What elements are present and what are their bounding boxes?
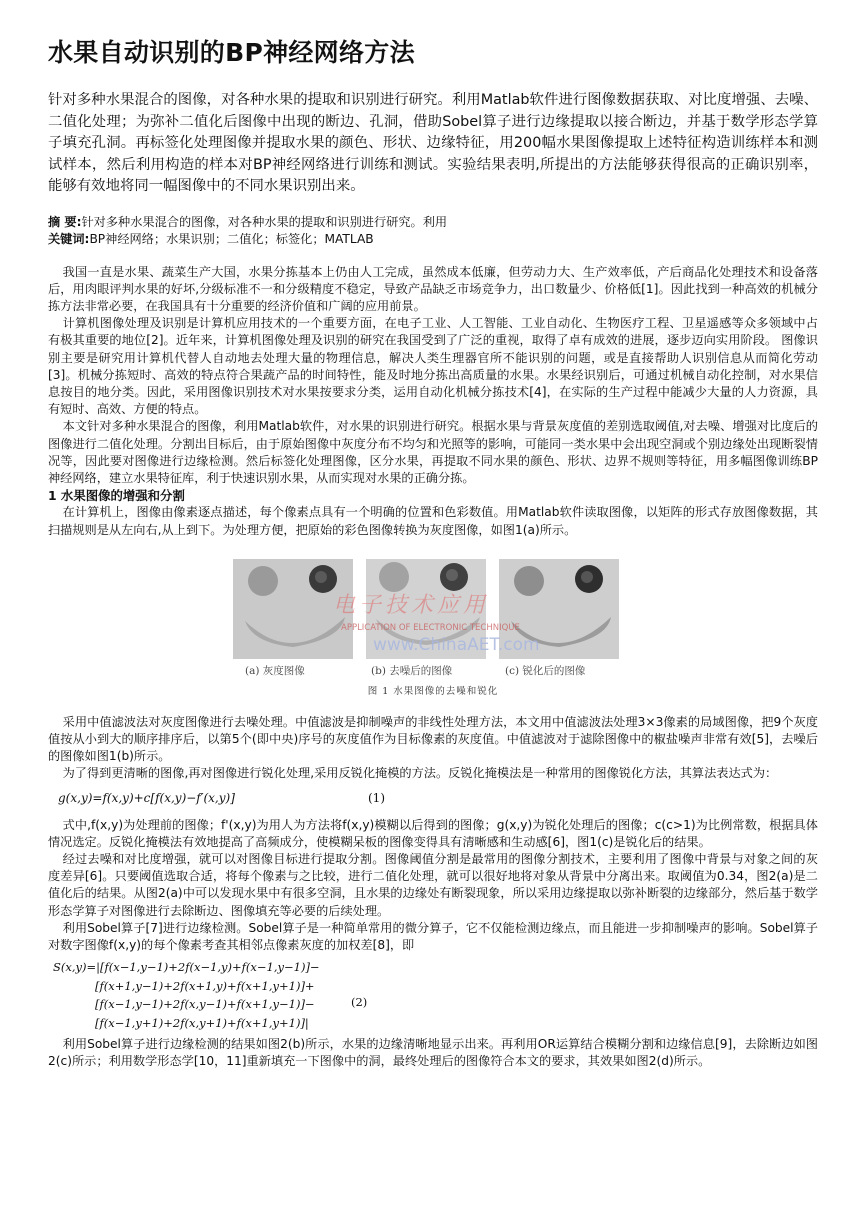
abstract-text: 针对多种水果混合的图像，对各种水果的提取和识别进行研究。利用: [81, 214, 448, 229]
equation-1-number: (1): [368, 790, 385, 805]
watermark-url: www.ChinaAET.com: [373, 634, 540, 655]
intro-summary: 针对多种水果混合的图像，对各种水果的提取和识别进行研究。利用Matlab软件进行图像数据获取、对比度增强、去噪、二值化处理；为弥补二值化后图像中出现的断边、孔洞，借助Sobel算子进行边缘提取以接合断边，并基于数学形态学算子填充孔洞。再标签化处理图像并提取水果的颜色、形状、边缘特征，用200幅水果图像提取上述特征构造训练样本和测试样本，然后利用构造的样本对BP神经网络进行训练和测试。实验结果表明,所提出的方法能够获得很高的正确识别率，能够有效地将同一幅图像中的不同水果识别出来。: [48, 92, 818, 194]
equation-2-line: [f(x−1,y−1)+2f(x,y−1)+f(x+1,y−1)]−: [95, 997, 315, 1012]
body-paragraph: 我国一直是水果、蔬菜生产大国，水果分拣基本上仍由人工完成，虽然成本低廉，但劳动力大、生产效率低，产后商品化处理技术和设备落后，用肉眼评判水果的好坏,分级标准不一和分级精度不稳定，导致产品缺乏市场竞争力，出口数量少、价格低[1]。因此找到一种高效的机械分拣方法非常必要，在我国具有十分重要的经济价值和广阔的应用前景。: [48, 264, 818, 313]
equation-1-text: g(x,y)=f(x,y)+c[f(x,y)−f′(x,y)]: [58, 790, 235, 805]
figure-title: 图 1 水果图像的去噪和锐化: [367, 685, 499, 697]
equation-2-line: [f(x−1,y+1)+2f(x,y+1)+f(x+1,y+1)]|: [95, 1015, 309, 1030]
body-paragraph: 采用中值滤波法对灰度图像进行去噪处理。中值滤波是抑制噪声的非线性处理方法，本文用中值滤波法处理3×3像素的局域图像，把9个灰度值按从小到大的顺序排序后，以第5个(即中央)序号的灰度值作为目标像素的灰度值。中值滤波对于滤除图像中的椒盐噪声非常有效[5]，去噪后的图像如图1(b)所示。: [48, 714, 818, 764]
equation-1: [58, 791, 818, 809]
keywords-text: BP神经网络；水果识别；二值化；标签化；MATLAB: [89, 231, 374, 246]
body-paragraph: 利用Sobel算子进行边缘检测的结果如图2(b)所示，水果的边缘清晰地显示出来。再利用OR运算结合模糊分割和边缘信息[9]，去除断边如图2(c)所示；利用数学形态学[10，11]重新填充一下图像中的洞，最终处理后的图像符合本文的要求，其效果如图2(d)所示。: [48, 1037, 818, 1069]
keywords-label: 关键词:: [48, 231, 90, 246]
figure-1: [223, 553, 643, 698]
watermark-logo: 电子技术应用: [333, 592, 490, 618]
watermark-subtitle: APPLICATION OF ELECTRONIC TECHNIQUE: [341, 622, 520, 633]
body-paragraph: 在计算机上，图像由像素逐点描述，每个像素点具有一个明确的位置和色彩数值。用Matlab软件读取图像，以矩阵的形式存放图像数据，其扫描规则是从左向右,从上到下。为处理方便，把原始的彩色图像转换为灰度图像，如图1(a)所示。: [48, 505, 818, 537]
abstract-line: [48, 214, 818, 231]
equation-2-number: (2): [351, 995, 368, 1010]
equation-2-line: [f(x+1,y−1)+2f(x+1,y)+f(x+1,y+1)]+: [95, 978, 315, 993]
equation-2-line: S(x,y)=|[f(x−1,y−1)+2f(x−1,y)+f(x−1,y−1)]−: [53, 960, 320, 975]
equation-2: [53, 958, 818, 1032]
body-paragraph: 计算机图像处理及识别是计算机应用技术的一个重要方面，在电子工业、人工智能、工业自动化、生物医疗工程、卫星遥感等众多领域中占有极其重要的地位[2]。近年来，计算机图像处理及识别的研究在我国受到了广泛的重视，取得了卓有成效的进展，逐步迈向实用阶段。 图像识别主要是研究用计算机代替人自动地去处理大量的物理信息，解决人类生理器官所不能识别的问题，或是直接帮助人识别信息从而简化劳动[3]。机械分拣短时、高效的特点符合果蔬产品的时间特性，能及时地分拣出高质量的水果。水果经识别后，可通过机械自动化控制，对水果信息按目的地分类。因此，采用图像识别技术对水果按要求分类，运用自动化机械分拣技术[4]，在实际的生产过程中能减少大量的人力资源，具有短时、高效、方便的特点。: [48, 316, 818, 417]
body-paragraph: 利用Sobel算子[7]进行边缘检测。Sobel算子是一种简单常用的微分算子，它不仅能检测边缘点，而且能进一步抑制噪声的影响。Sobel算子对数字图像f(x,y)的每个像素考查其相邻点像素灰度的加权差[8]，即: [48, 920, 818, 952]
body-paragraph: 为了得到更清晰的图像,再对图像进行锐化处理,采用反锐化掩模的方法。反锐化掩模法是一种常用的图像锐化方法，其算法表达式为：: [62, 766, 778, 781]
figure-caption-a: (a) 灰度图像: [245, 664, 305, 677]
meta-block: [48, 214, 818, 248]
figure-caption-b: (b) 去噪后的图像: [371, 664, 453, 677]
section-heading: 1 水果图像的增强和分割: [48, 488, 185, 504]
body-paragraph: 经过去噪和对比度增强，就可以对图像目标进行提取分割。图像阈值分割是最常用的图像分割技术，主要利用了图像中背景与对象之间的灰度差异[6]。只要阈值选取合适，将每个像素与之比较，进行二值化处理，就可以很好地将对象从背景中分离出来。取阈值为0.34，图2(a)是二值化后的结果。从图2(a)中可以发现水果中有很多空洞，且水果的边缘处有断裂现象，所以采用边缘提取以弥补断裂的边缘部分，然后基于数学形态学算子对图像进行去除断边、图像填充等必要的后续处理。: [48, 851, 818, 918]
article-title: 水果自动识别的BP神经网络方法: [48, 38, 415, 67]
figure-caption-c: (c) 锐化后的图像: [505, 664, 586, 677]
body-paragraph: 式中,f(x,y)为处理前的图像；f'(x,y)为用人为方法将f(x,y)模糊以后得到的图像；g(x,y)为锐化处理后的图像；c(c>1)为比例常数，根据具体情况选定。反锐化掩模法有效地提高了高频成分，使模糊呆板的图像变得具有清晰感和生动感[6]，图1(c)是锐化后的结果。: [48, 817, 818, 849]
keywords-line: [48, 231, 818, 248]
article: [48, 36, 818, 1071]
body-paragraph: 本文针对多种水果混合的图像，利用Matlab软件，对水果的识别进行研究。根据水果与背景灰度值的差别选取阈值,对去噪、增强对比度后的图像进行二值化处理。分割出目标后，由于原始图像中灰度分布不均匀和光照等的影响，可能同一类水果中会出现空洞或个别边缘处出现断裂情况等，因此要对图像进行边缘检测。然后标签化处理图像，区分水果，再提取不同水果的颜色、形状、边界不规则等特征，用多幅图像训练BP神经网络，建立水果特征库，利于快速识别水果，从而实现对水果的正确分拣。: [48, 419, 818, 485]
abstract-label: 摘 要:: [48, 214, 82, 229]
